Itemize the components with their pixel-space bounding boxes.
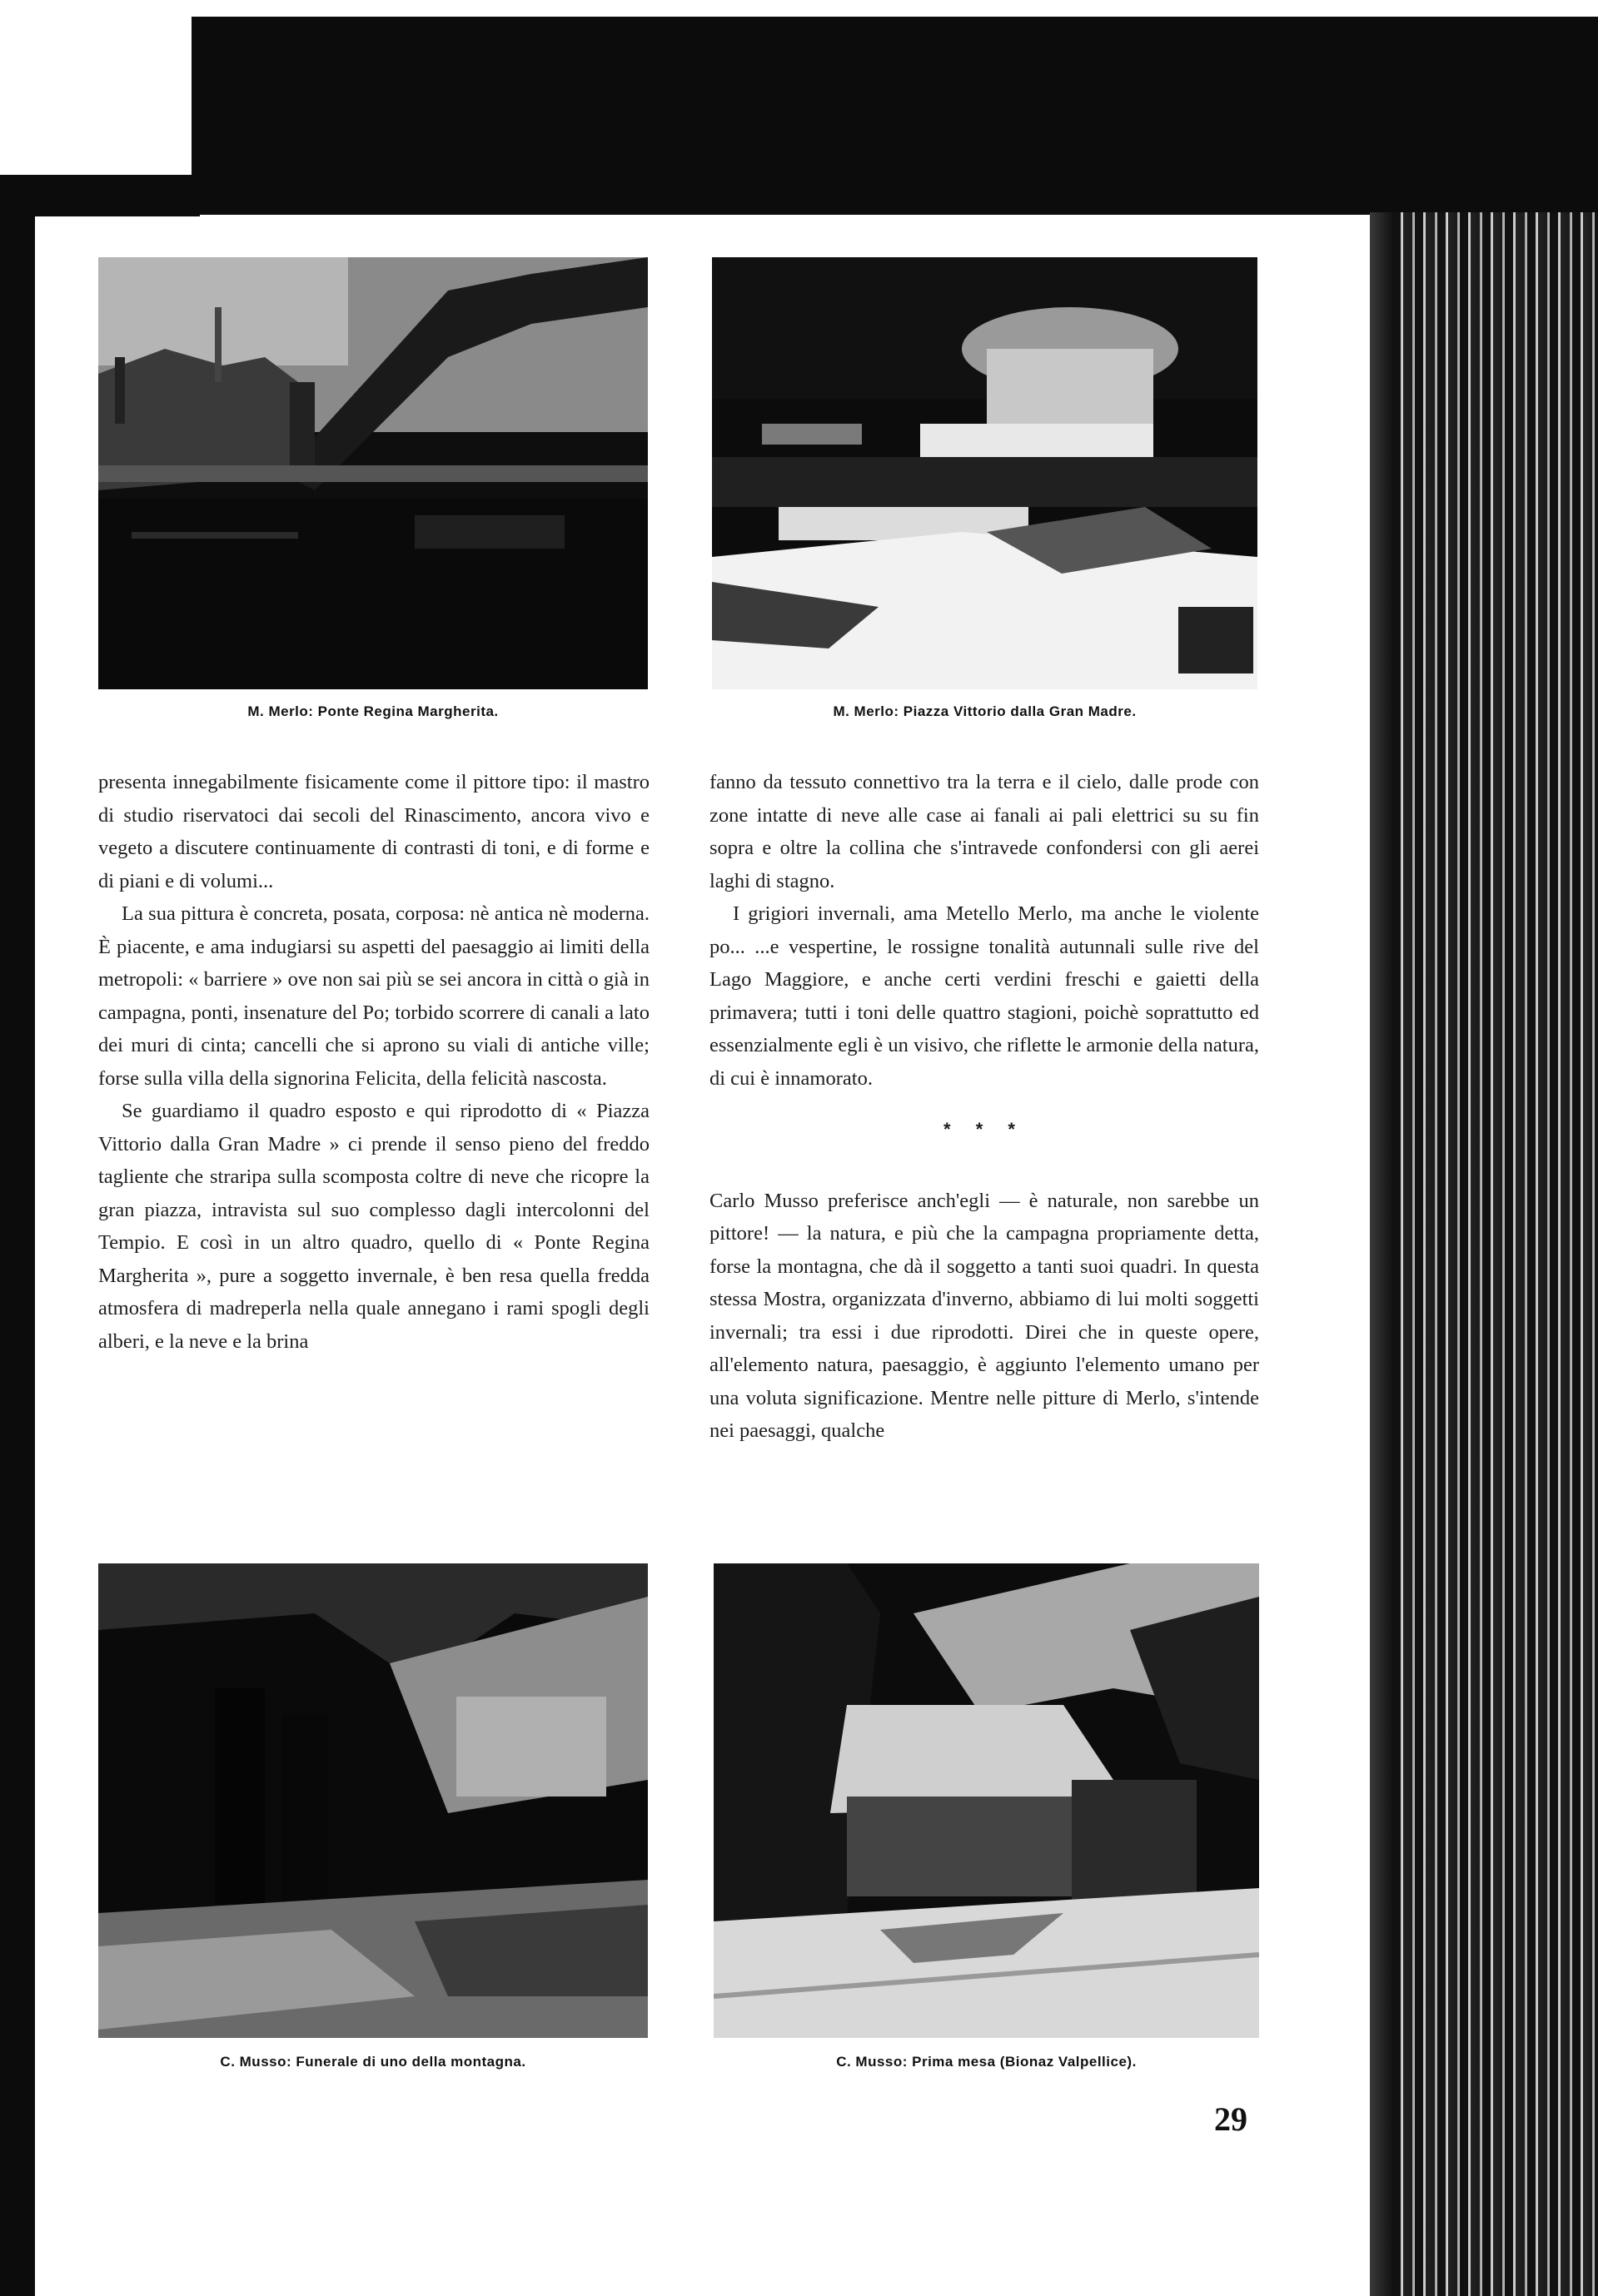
photo-ponte-regina-margherita (98, 257, 648, 689)
left-paragraph-2: La sua pittura è concreta, posata, corposa: nè antica nè moderna. È piacente, e ama indugiarsi su aspetti del paesaggio ai limiti della metropoli: « barriere » ove non sai più se sei ancora in città o già in campagna, ponti, insenature del Po; torbido scorrere di canali a lato dei muri di cinta; cancelli che si aprono su viali di antiche ville; forse sulla villa della signorina Felicita, della felicità nascosta. (98, 902, 650, 1090)
page-number: 29 (1214, 2100, 1247, 2138)
text-column-left (98, 766, 650, 1358)
right-paragraph-2: I grigiori invernali, ama Metello Merlo, ma anche le violente po... ...e vespertine, le rossigne tonalità autunnali sulle rive del Lago Maggiore, e anche certi verdini freschi e gaietti della primavera; tutti i toni delle quattro stagioni, poichè soprattutto ed essenzialmente egli è un visivo, che riflette le armonie della natura, di cui è innamorato. (709, 902, 1259, 1090)
right-paragraph-3: Carlo Musso preferisce anch'egli — è naturale, non sarebbe un pittore! — la natura, e più che la campagna propriamente detta, forse la montagna, che dà il soggetto a tanti suoi quadri. In questa stessa Mostra, organizzata d'inverno, abbiamo di lui molti soggetti invernali; tra essi i due riprodotti. Direi che in queste opere, all'elemento natura, paesaggio, è aggiunto l'elemento umano per una voluta significazione. Mentre nelle pitture di Merlo, s'intende nei paesaggi, qualche (709, 1189, 1259, 1442)
caption-bottom-right: C. Musso: Prima mesa (Bionaz Valpellice). (836, 2054, 1137, 2070)
book-gutter-shadow (1370, 212, 1393, 2296)
left-paragraph-3: Se guardiamo il quadro esposto e qui riprodotto di « Piazza Vittorio dalla Gran Madre » ci prende il senso pieno del freddo tagliente che straripa sulla scomposta coltre di neve che ricopre la gran piazza, intravista sul suo complesso dagli intercolonni del Tempio. E così in un altro quadro, quello di « Ponte Regina Margherita », pure a soggetto invernale, è ben resa quella fredda atmosfera di madreperla nella quale annegano i rami spogli degli alberi, e la neve e la brina (98, 1100, 650, 1353)
left-paragraph-1: presenta innegabilmente fisicamente come il pittore tipo: il mastro di studio riservatoci dai secoli del Rinascimento, ancora vivo e vegeto a discutere continuamente di contrasti di toni, e di forme e di piani e di volumi... (98, 771, 650, 892)
section-divider-stars: * * * (943, 1119, 1025, 1140)
photo-funerale-montagna (98, 1563, 648, 2038)
photo-piazza-vittorio (712, 257, 1257, 689)
scan-border-left (0, 175, 35, 2296)
caption-top-left: M. Merlo: Ponte Regina Margherita. (247, 703, 499, 719)
right-paragraph-1: fanno da tessuto connettivo tra la terra e il cielo, dalle prode con zone intatte di neve alle case ai fanali ai pali elettrici su su fin sopra e oltre la collina che s'intravede confondersi con gli aerei laghi di stagno. (709, 771, 1259, 892)
caption-bottom-left: C. Musso: Funerale di uno della montagna. (220, 2054, 526, 2070)
scan-border-top (192, 17, 1598, 215)
caption-top-right: M. Merlo: Piazza Vittorio dalla Gran Madre. (833, 703, 1137, 719)
text-column-right (709, 766, 1259, 1448)
photo-prima-mesa (714, 1563, 1259, 2038)
book-page-edges (1370, 212, 1598, 2296)
